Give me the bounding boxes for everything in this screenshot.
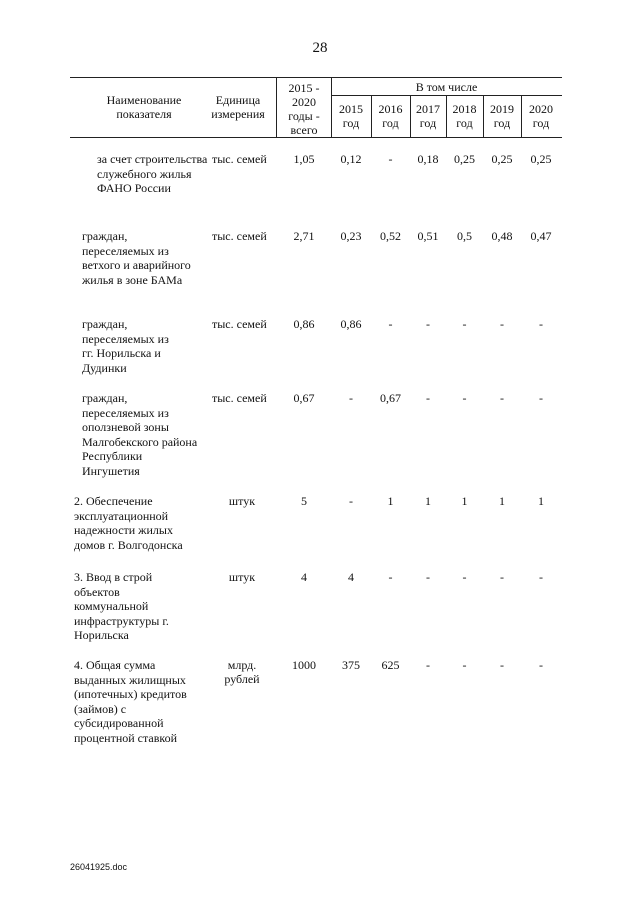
- row-total: 1,05: [293, 152, 315, 166]
- header-name: Наименование показателя: [106, 93, 182, 121]
- row-name: за счет строительства служебного жилья ФАНО России: [97, 152, 208, 196]
- row-value-2016: 1: [387, 494, 394, 508]
- row-value-2019: 0,48: [491, 229, 513, 243]
- header-year-2020: 2020 год: [529, 102, 553, 130]
- row-value-2019: 0,25: [491, 152, 513, 166]
- row-total: 5: [301, 494, 307, 508]
- row-value-2018: 1: [461, 494, 468, 508]
- row-value-2017: 1: [425, 494, 431, 508]
- header-year-2019: 2019 год: [490, 102, 514, 130]
- row-value-2019: -: [500, 317, 504, 331]
- header-year-2016: 2016 год: [378, 102, 403, 130]
- header-bottom-rule: [70, 137, 562, 138]
- row-value-2018: -: [462, 658, 467, 672]
- row-value-2018: -: [462, 391, 467, 405]
- row-name: граждан, переселяемых из гг. Норильска и Дудинки: [82, 317, 169, 375]
- row-total: 2,71: [293, 229, 315, 243]
- row-value-2017: -: [426, 658, 430, 672]
- row-value-2015: -: [349, 494, 353, 508]
- row-value-2015: 0,23: [340, 229, 362, 243]
- header-unit: Единица измерения: [211, 93, 265, 121]
- row-name: граждан, переселяемых из ветхого и аварийного жилья в зоне БАМа: [82, 229, 191, 287]
- row-value-2019: -: [500, 658, 504, 672]
- row-value-2020: -: [539, 570, 543, 584]
- row-name: 2. Обеспечение эксплуатационной надежности жилых домов г. Волгодонска: [74, 494, 183, 552]
- row-value-2015: 0,86: [340, 317, 362, 331]
- row-unit: млрд. рублей: [224, 658, 260, 686]
- row-unit: тыс. семей: [212, 229, 267, 243]
- row-value-2020: -: [539, 391, 543, 405]
- row-total: 1000: [292, 658, 316, 672]
- row-value-2016: 0,52: [380, 229, 401, 243]
- header-total: 2015 - 2020 годы - всего: [288, 81, 320, 137]
- row-value-2015: 0,12: [340, 152, 362, 166]
- row-value-2016: 625: [381, 658, 400, 672]
- header-including: В том числе: [415, 80, 478, 94]
- col-divider-total-left: [276, 77, 277, 137]
- row-value-2015: 375: [342, 658, 360, 672]
- row-value-2019: 1: [499, 494, 505, 508]
- footer-filename: 26041925.doc: [70, 862, 128, 872]
- row-value-2018: -: [462, 317, 467, 331]
- table-top-rule: [70, 77, 562, 78]
- row-value-2018: 0,25: [454, 152, 475, 166]
- row-value-2017: 0,18: [417, 152, 439, 166]
- row-value-2018: -: [462, 570, 467, 584]
- row-unit: тыс. семей: [212, 152, 267, 166]
- header-year-2017: 2017 год: [416, 102, 440, 130]
- row-name: 4. Общая сумма выданных жилищных (ипотечных) кредитов (займов) с субсидированной процентной ставкой: [74, 658, 187, 745]
- row-unit: штук: [228, 570, 256, 584]
- row-value-2019: -: [500, 570, 504, 584]
- row-value-2015: -: [349, 391, 353, 405]
- header-year-2018: 2018 год: [452, 102, 477, 130]
- row-total: 0,86: [293, 317, 315, 331]
- row-value-2020: -: [539, 317, 543, 331]
- row-value-2020: 0,25: [530, 152, 552, 166]
- row-value-2020: 0,47: [530, 229, 552, 243]
- page-number: 28: [312, 40, 328, 56]
- row-unit: тыс. семей: [212, 391, 267, 405]
- row-name: 3. Ввод в строй объектов коммунальной инфраструктуры г. Норильска: [74, 570, 169, 643]
- row-value-2016: -: [388, 570, 393, 584]
- row-unit: тыс. семей: [212, 317, 267, 331]
- row-value-2017: 0,51: [417, 229, 439, 243]
- row-value-2020: -: [539, 658, 543, 672]
- row-value-2018: 0,5: [457, 229, 472, 243]
- row-value-2017: -: [426, 391, 430, 405]
- row-value-2016: -: [388, 317, 393, 331]
- row-value-2017: -: [426, 317, 430, 331]
- row-value-2020: 1: [538, 494, 544, 508]
- row-value-2016: 0,67: [380, 391, 401, 405]
- header-year-2015: 2015 год: [339, 102, 363, 130]
- row-total: 0,67: [293, 391, 315, 405]
- row-name: граждан, переселяемых из оползневой зоны Малгобекского района Республики Ингушетия: [82, 391, 198, 478]
- row-total: 4: [301, 570, 307, 584]
- row-value-2017: -: [426, 570, 430, 584]
- row-unit: штук: [228, 494, 256, 508]
- row-value-2016: -: [388, 152, 393, 166]
- row-value-2019: -: [500, 391, 504, 405]
- row-value-2015: 4: [348, 570, 354, 584]
